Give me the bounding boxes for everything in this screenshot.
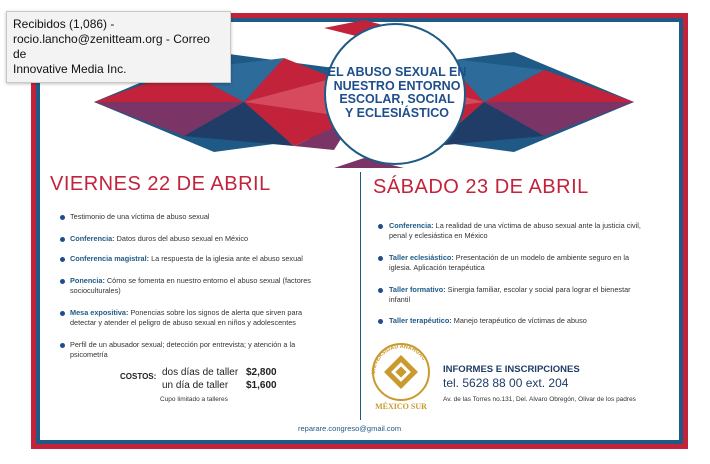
- item-label: Conferencia:: [70, 234, 115, 243]
- bullet-dot: [378, 288, 383, 293]
- item-text: psicometría: [70, 350, 108, 359]
- item-text: socioculturales): [70, 286, 121, 295]
- item-label: Conferencia magistral:: [70, 254, 150, 263]
- cost-label: dos días de taller: [162, 367, 239, 378]
- item-text: Perfil de un abusador sexual; detección por entrevista; y atención a la: [70, 340, 296, 349]
- item-label: Taller formativo:: [389, 285, 446, 294]
- item-label: Taller eclesiástico:: [389, 253, 454, 262]
- logo-ring-text: UNIVERSIDAD ANÁHUAC: [370, 343, 427, 375]
- item-text: Cómo se fomenta en nuestro entorno el abuso sexual (factores: [104, 276, 311, 285]
- item-text: iglesia. Aplicación terapéutica: [389, 263, 485, 272]
- informes-title: INFORMES E INSCRIPCIONES: [443, 364, 580, 375]
- informes-phone: tel. 5628 88 00 ext. 204: [443, 376, 569, 390]
- item-text: Testimonio de una víctima de abuso sexual: [70, 212, 210, 221]
- bullet-dot: [378, 224, 383, 229]
- event-title-line: EL ABUSO SEXUAL EN: [327, 65, 467, 79]
- bullet-dot: [60, 237, 65, 242]
- list-item: [70, 212, 210, 222]
- list-item: [70, 234, 248, 244]
- logo-subtext: MÉXICO SUR: [375, 402, 427, 411]
- informes-address: Av. de las Torres no.131, Del. Alvaro Obregón, Olivar de los padres: [443, 396, 636, 403]
- tooltip-line: rocio.lancho@zenitteam.org - Correo de: [13, 32, 210, 61]
- cupo-note: Cupo limitado a talleres: [160, 396, 228, 403]
- friday-heading: VIERNES 22 DE ABRIL: [50, 173, 271, 195]
- item-text: detectar y atender el peligro de abuso sexual en niños y adolescentes: [70, 318, 296, 327]
- event-title-line: ESCOLAR, SOCIAL: [339, 92, 455, 106]
- tooltip-line: Innovative Media Inc.: [13, 62, 127, 76]
- item-label: Mesa expositiva:: [70, 308, 129, 317]
- browser-tab-tooltip: [6, 11, 231, 83]
- event-title-line: NUESTRO ENTORNO: [333, 78, 461, 93]
- list-item: [389, 316, 679, 326]
- university-logo: [365, 338, 437, 414]
- anahuac-seal-icon: [365, 338, 437, 414]
- item-text: Ponencias sobre los signos de alerta que sirven para: [128, 308, 303, 317]
- item-label: Conferencia:: [389, 221, 434, 230]
- item-text: Manejo terapéutico de víctimas de abuso: [451, 316, 587, 325]
- tooltip-line: Recibidos (1,086) -: [13, 17, 115, 31]
- list-item: [389, 221, 679, 241]
- bullet-dot: [378, 319, 383, 324]
- item-text: La realidad de una víctima de abuso sexual ante la justicia civil,: [433, 221, 641, 230]
- item-text: Datos duros del abuso sexual en México: [114, 234, 249, 243]
- event-title-line: Y ECLESIÁSTICO: [345, 105, 449, 120]
- column-divider: [360, 172, 361, 420]
- cost-label: un día de taller: [162, 380, 229, 391]
- list-item: [70, 276, 350, 296]
- item-label: Taller terapéutico:: [389, 316, 452, 325]
- item-text: Presentación de un modelo de ambiente seguro en la: [453, 253, 630, 262]
- list-item: [70, 340, 350, 360]
- item-text: Sinergia familiar, escolar y social para lograr el bienestar: [445, 285, 631, 294]
- list-item: [70, 308, 350, 328]
- list-item: [389, 285, 679, 305]
- item-text: infantil: [389, 295, 411, 304]
- bullet-dot: [60, 215, 65, 220]
- item-text: penal y eclesiástica en México: [389, 231, 488, 240]
- item-label: Ponencia:: [70, 276, 105, 285]
- bullet-dot: [378, 256, 383, 261]
- bullet-dot: [60, 311, 65, 316]
- item-text: La respuesta de la iglesia ante el abuso sexual: [149, 254, 303, 263]
- cost-value: $2,800: [246, 367, 277, 378]
- list-item: [70, 254, 303, 264]
- costs-label: COSTOS:: [120, 372, 157, 381]
- cost-value: $1,600: [246, 380, 277, 391]
- bullet-dot: [60, 279, 65, 284]
- bullet-dot: [60, 343, 65, 348]
- list-item: [389, 253, 679, 273]
- contact-email[interactable]: reparare.congreso@gmail.com: [298, 424, 402, 433]
- event-title: [316, 44, 478, 142]
- saturday-heading: SÁBADO 23 DE ABRIL: [373, 176, 589, 198]
- bullet-dot: [60, 257, 65, 262]
